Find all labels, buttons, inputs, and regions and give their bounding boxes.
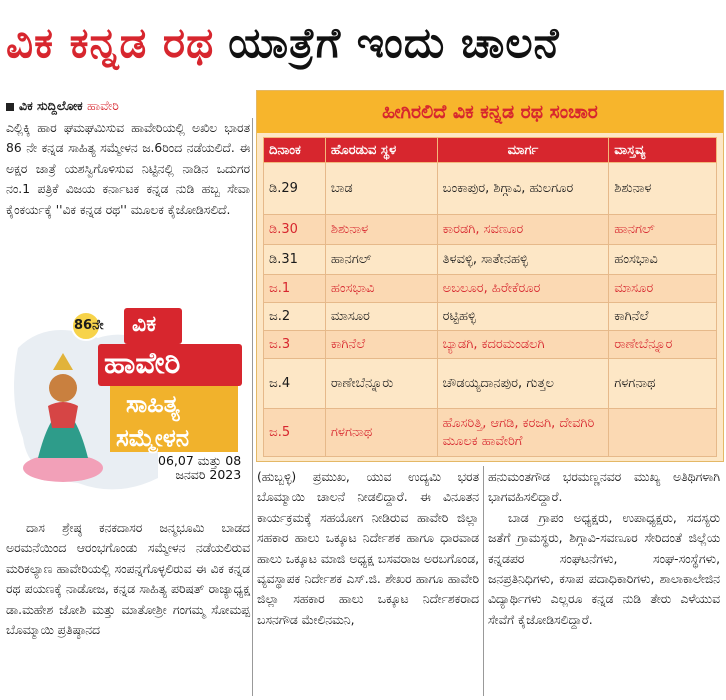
cell-from: ಗಳಗನಾಥ [325,409,437,457]
cell-route: ಹೊಸರಿತ್ತಿ, ಆಗಡಿ, ಕರಜಗಿ, ದೇವಗಿರಿ ಮೂಲಕ ಹಾವೇರಿಗೆ [437,409,609,457]
article-col2-text: (ಹುಬ್ಬಳ್ಳಿ) ಪ್ರಮುಖ, ಯುವ ಉದ್ಯಮಿ ಭರತ ಬೊಮ್ಮಾಯಿ ಚಾಲನೆ ನೀಡಲಿದ್ದಾರೆ. ಈ ವಿನೂತನ ಕಾರ್ಯಕ್ರಮಕ್ಕೆ ಸಹಯೋಗ ನೀಡಿರುವ ಹಾವೇರಿ ಜಿಲ್ಲಾ ಸಹಕಾರ ಹಾಲು ಒಕ್ಕೂಟ ನಿರ್ದೇಶಕ ಹಾಗೂ ಧಾರವಾಡ ಹಾಲು ಒಕ್ಕೂಟ ಮಾಜಿ ಅಧ್ಯಕ್ಷ ಬಸವರಾಜ ಅರಬಗೊಂಡ, ವ್ಯವಸ್ಥಾಪಕ ನಿರ್ದೇಶಕ ಎಸ್.ಜಿ. ಶೇಖರ ಹಾಗೂ ಹಾವೇರಿ ಜಿಲ್ಲಾ ಸಹಕಾರ ಹಾಲು ಒಕ್ಕೂಟ ನಿರ್ದೇಶಕರಾದ ಬಸನಗೌಡ ಮೇಲಿನಮನಿ, [257,470,479,627]
schedule-header-row [264,138,717,163]
header-stay: ವಾಸ್ತವ್ಯ [609,138,717,163]
cell-date: ಜ.4 [264,359,326,409]
cell-date: ಜ.1 [264,275,326,303]
cell-date: ಜ.3 [264,331,326,359]
headline-part2: ಯಾತ್ರೆಗೆ ಇಂದು ಚಾಲನೆ [228,18,560,67]
cell-route: ಅಬಲೂರ, ಹಿರೇಕೆರೂರ [437,275,609,303]
cell-route: ತಿಳವಳ್ಳಿ, ಸಾತೇನಹಳ್ಳಿ [437,245,609,275]
schedule-table [263,137,717,457]
logo-edition: 86ನೇ [74,318,104,333]
cell-date: ಜ.5 [264,409,326,457]
cell-from: ಹಾನಗಲ್ [325,245,437,275]
cell-stay: ಮಾಸೂರ [609,275,717,303]
table-row [264,163,717,215]
article-intro-text: ಎಲ್ಲಿಕ್ಕಿ ಹಾರ ಘಮಘಮಿಸುವ ಹಾವೇರಿಯಲ್ಲಿ ಅಖಿಲ ಭಾರತ 86 ನೇ ಕನ್ನಡ ಸಾಹಿತ್ಯ ಸಮ್ಮೇಳನ ಜ.6ರಿಂದ ನಡೆಯಲಿದೆ. ಈ ಅಕ್ಷರ ಜಾತ್ರೆ ಯಶಸ್ವಿಗೊಳಿಸುವ ನಿಟ್ಟಿನಲ್ಲಿ ನಾಡಿನ ಒದುಗರ ನಂ.1 ಪತ್ರಿಕೆ ವಿಜಯ ಕರ್ನಾಟಕ ಕನ್ನಡ ನುಡಿ ಹಬ್ಬ ಸೇವಾ ಕೈಂಕರ್ಯಕ್ಕೆ ''ವಿಕ ಕನ್ನಡ ರಥ'' ಮೂಲಕ ಕೈಜೋಡಿಸಲಿದೆ. [6,121,250,217]
cell-route: ಬಂಕಾಪುರ, ಶಿಗ್ಗಾವಿ, ಹುಲಗೂರ [437,163,609,215]
article-col3-text-a: ಹನುಮಂತಗೌಡ ಭರಮಣ್ಣನವರ ಮುಖ್ಯ ಅತಿಥಿಗಳಾಗಿ ಭಾಗವಹಿಸಲಿದ್ದಾರೆ. [488,470,720,505]
cell-from: ರಾಣೇಬೆನ್ನೂರು [325,359,437,409]
cell-from: ಮಾಸೂರ [325,303,437,331]
cell-route: ಬ್ಯಾಡಗಿ, ಕದರಮಂಡಲಗಿ [437,331,609,359]
cell-from: ಹಂಸಭಾವಿ [325,275,437,303]
schedule-box [256,90,724,462]
cell-stay: ಕಾಗಿನೆಲೆ [609,303,717,331]
cell-stay: ರಾಣೇಬೆನ್ನೂರ [609,331,717,359]
cell-date: ಜ.2 [264,303,326,331]
column-divider [483,466,484,696]
table-row [264,275,717,303]
article-para2 [6,518,250,640]
cell-from: ಬಾಡ [325,163,437,215]
table-row [264,409,717,457]
article-col2 [257,467,479,630]
table-row [264,215,717,245]
byline-source: ವಿಕ ಸುದ್ದಿಲೋಕ [19,98,83,113]
cell-date: ಡಿ.29 [264,163,326,215]
cell-stay: ಹಾನಗಲ್ [609,215,717,245]
cell-route: ಚೌಡಯ್ಯದಾನಪುರ, ಗುತ್ತಲ [437,359,609,409]
headline [0,0,726,86]
schedule-title: ಹೀಗಿರಲಿದೆ ವಿಕ ಕನ್ನಡ ರಥ ಸಂಚಾರ [257,91,723,133]
byline [6,98,119,114]
bullet-square-icon [6,103,14,111]
header-route: ಮಾರ್ಗ [437,138,609,163]
table-row [264,331,717,359]
article-col3-text-b: ಬಾಡ ಗ್ರಾಪಂ ಅಧ್ಯಕ್ಷರು, ಉಪಾಧ್ಯಕ್ಷರು, ಸದಸ್ಯರು ಜತೆಗೆ ಗ್ರಾಮಸ್ಥರು, ಶಿಗ್ಗಾವಿ-ಸವಣೂರ ಸೇರಿದಂತೆ ಜಿಲ್ಲೆಯ ಕನ್ನಡಪರ ಸಂಘಟನೆಗಳು, ಸಂಘ-ಸಂಸ್ಥೆಗಳು, ಜನಪ್ರತಿನಿಧಿಗಳು, ಕಸಾಪ ಪದಾಧಿಕಾರಿಗಳು, ಶಾಲಾಕಾಲೇಜಿನ ವಿದ್ಯಾರ್ಥಿಗಳು ಎಲ್ಲರೂ ಕನ್ನಡ ನುಡಿ ತೇರು ಎಳೆಯುವ ಸೇವೆಗೆ ಕೈಜೋಡಿಸಲಿದ್ದಾರೆ. [488,510,720,627]
logo-line1: ಸಾಹಿತ್ಯ [126,390,180,418]
header-date: ದಿನಾಂಕ [264,138,326,163]
logo-dates-days: 06,07 ಮತ್ತು 08 [158,453,242,468]
cell-from: ಕಾಗಿನೆಲೆ [325,331,437,359]
article-intro [6,118,250,220]
logo-line2: ಸಮ್ಮೇಳನ [116,424,190,452]
header-from: ಹೊರಡುವ ಸ್ಥಳ [325,138,437,163]
table-row [264,359,717,409]
logo-city: ಹಾವೇರಿ [104,346,181,381]
table-row [264,303,717,331]
table-row [264,245,717,275]
sammelana-logo [8,308,252,498]
byline-place: ಹಾವೇರಿ [87,98,119,113]
article-col3 [488,467,720,630]
cell-stay: ಶಿಶುನಾಳ [609,163,717,215]
logo-dates-month: ಜನವರಿ 2023 [175,467,242,482]
cell-route: ಕಾರಡಗಿ, ಸವಣೂರ [437,215,609,245]
cell-date: ಡಿ.30 [264,215,326,245]
cell-route: ರಟ್ಟಿಹಳ್ಳಿ [437,303,609,331]
logo-vika: ವಿಕ [132,312,157,337]
cell-from: ಶಿಶುನಾಳ [325,215,437,245]
cell-date: ಡಿ.31 [264,245,326,275]
logo-dates [158,454,241,482]
cell-stay [609,409,717,457]
headline-part1: ವಿಕ ಕನ್ನಡ ರಥ [6,18,215,67]
cell-stay: ಗಳಗನಾಥ [609,359,717,409]
column-divider [252,118,253,696]
cell-stay: ಹಂಸಭಾವಿ [609,245,717,275]
article-para2-text: ದಾಸ ಶ್ರೇಷ್ಠ ಕನಕದಾಸರ ಜನ್ಮಭೂಮಿ ಬಾಡದ ಅರಮನೆಯಿಂದ ಆರಂಭಗೊಂಡು ಸಮ್ಮೇಳನ ನಡೆಯಲಿರುವ ಮರಿಕಲ್ಯಾಣ ಹಾವೇರಿಯಲ್ಲಿ ಸಂಪನ್ನಗೊಳ್ಳಲಿರುವ ಈ ವಿಕ ಕನ್ನಡ ರಥ ಪಯಣಕ್ಕೆ ನಾಡೋಜ, ಕನ್ನಡ ಸಾಹಿತ್ಯ ಪರಿಷತ್ ರಾಜ್ಯಾಧ್ಯಕ್ಷ ಡಾ.ಮಹೇಶ ಜೋಶಿ ಮತ್ತು ಮಾತೋಶ್ರೀ ಗಂಗಮ್ಮ ಸೋಮಪ್ಪ ಬೊಮ್ಮಾಯಿ ಪ್ರತಿಷ್ಠಾನದ [6,521,250,638]
